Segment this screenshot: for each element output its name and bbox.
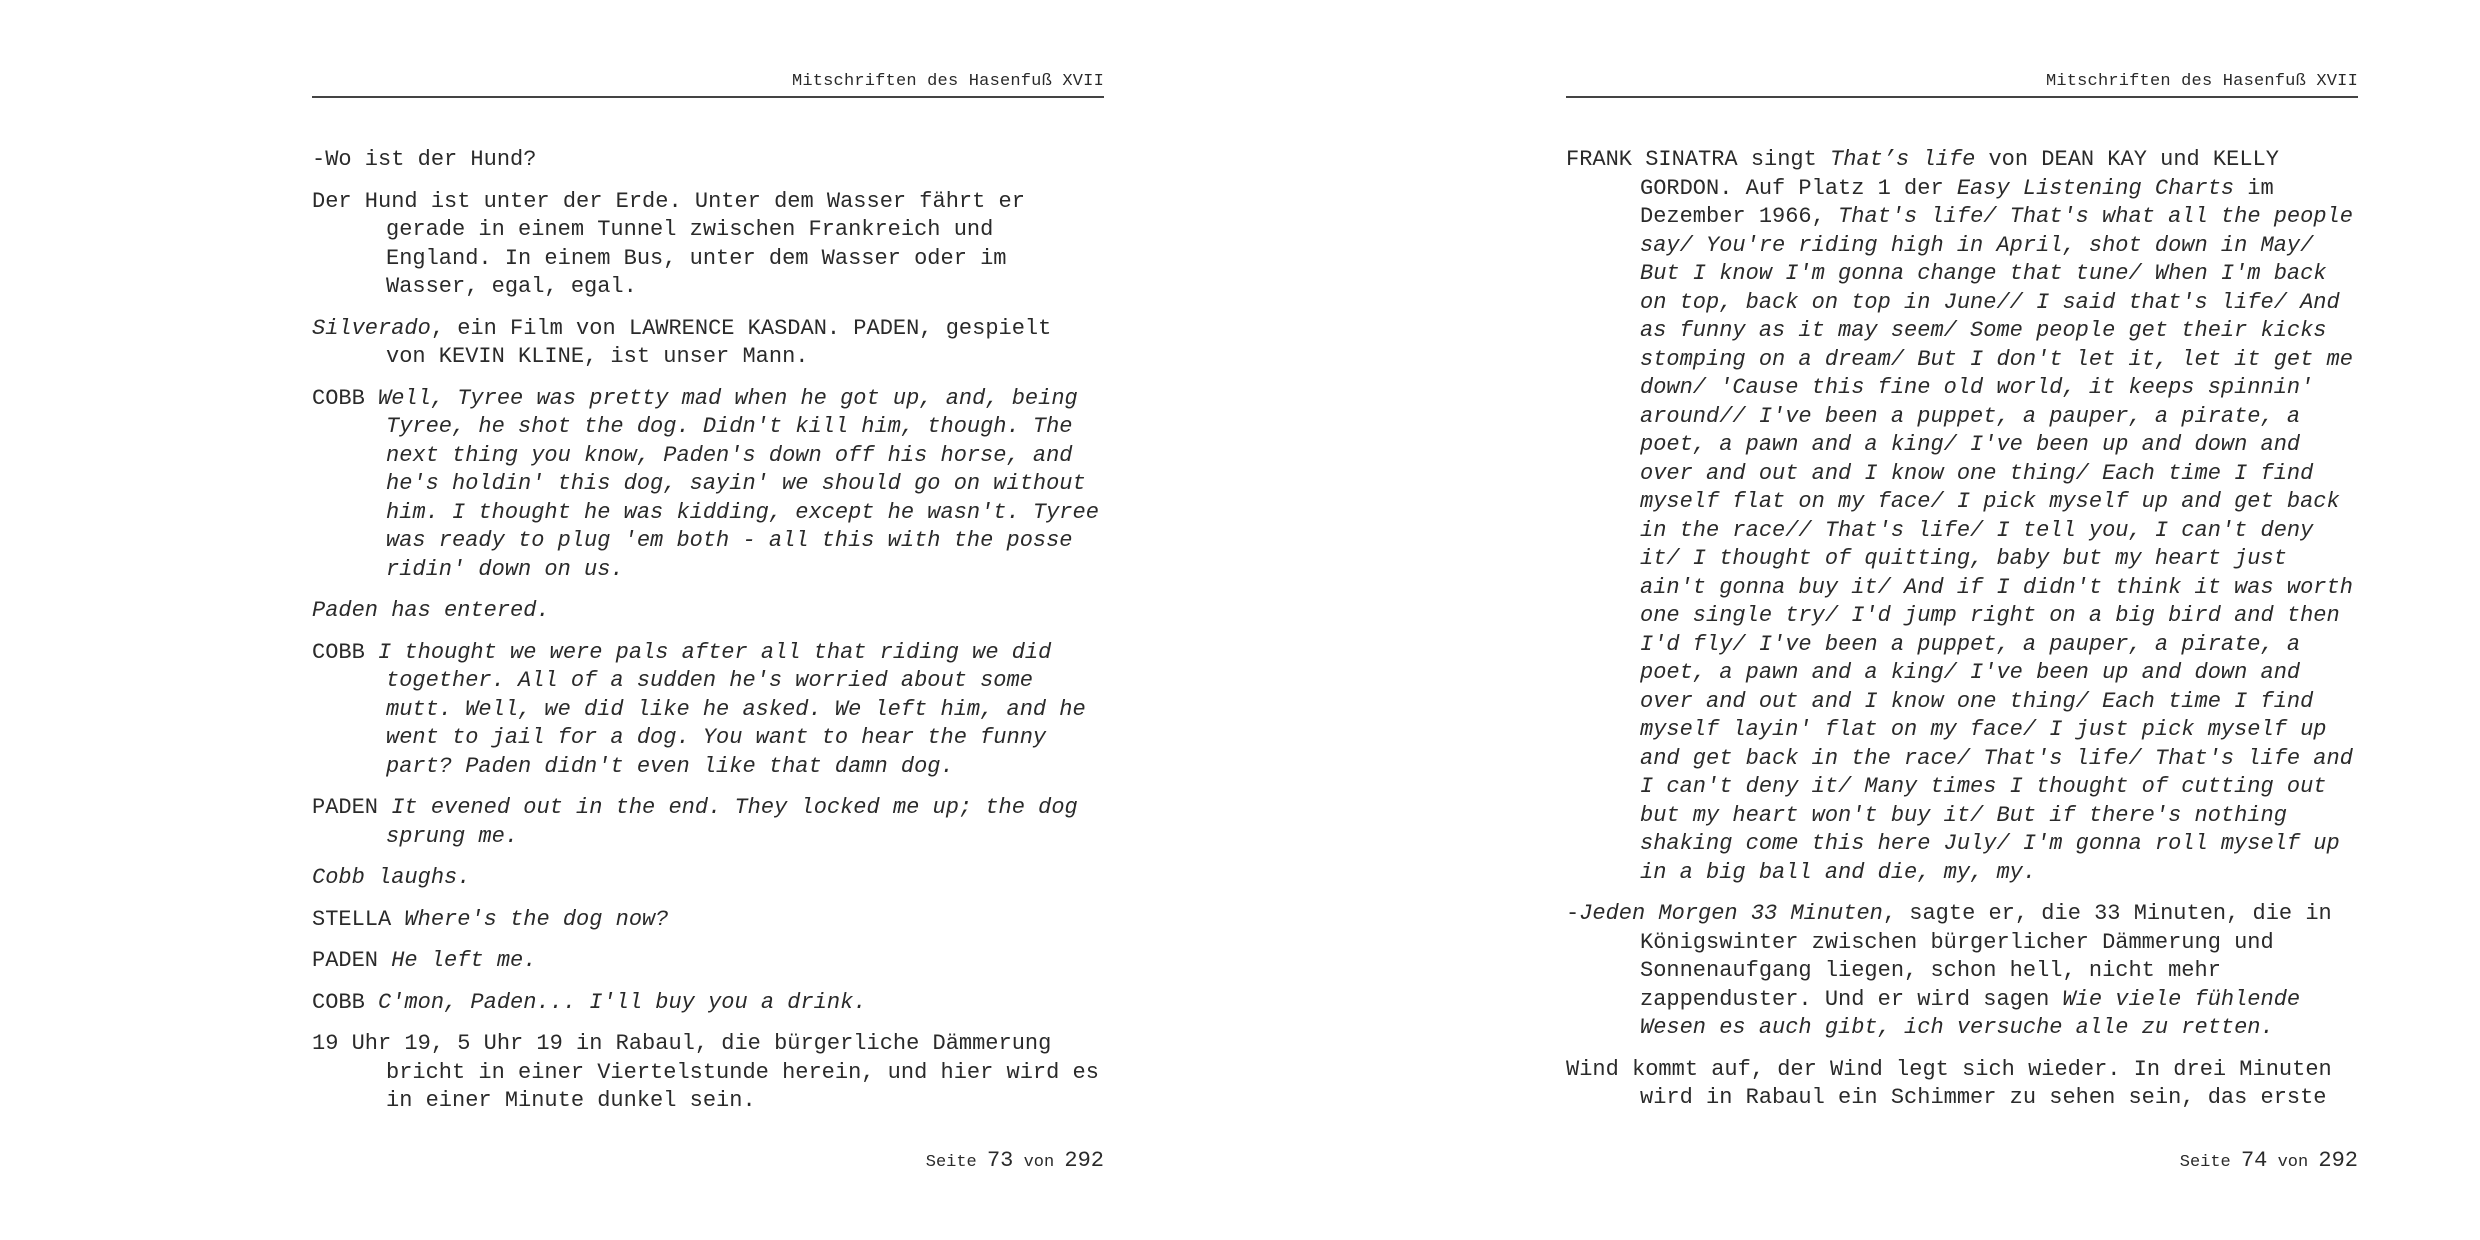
paragraph <box>1566 900 2358 1043</box>
text-run: von DEAN KAY und KELLY GORDON. Auf Platz 1 der <box>1640 147 2279 201</box>
paragraph <box>312 1030 1104 1116</box>
page-number-of: von <box>2277 1153 2309 1172</box>
paragraph <box>312 385 1104 585</box>
text-run: , sagte er, die 33 Minuten, die in Königswinter zwischen bürgerlicher Dämmerung und Sonnenaufgang liegen, schon hell, nicht mehr zappenduster. Und er wird sagen <box>1640 901 2332 1012</box>
italic-text: He left me. <box>391 948 537 973</box>
paragraph <box>1566 1056 2358 1113</box>
italic-text: C'mon, Paden... I'll buy you a drink. <box>378 989 867 1015</box>
paragraph <box>312 989 1104 1018</box>
text-run: - <box>1566 901 1580 926</box>
text-run: FRANK SINATRA singt <box>1566 147 1831 172</box>
paragraph <box>312 188 1104 302</box>
page-body <box>312 146 1104 1129</box>
text-run: Der Hund ist unter der Erde. Unter dem Wasser fährt er gerade in einem Tunnel zwischen Frankreich und England. In einem Bus, unter dem Wasser oder im Wasser, egal, egal. <box>312 188 1025 299</box>
left-page <box>312 0 1104 1240</box>
paragraph <box>312 639 1104 782</box>
text-run: -Wo ist der Hund? <box>312 147 537 172</box>
page-number-current: 73 <box>986 1148 1014 1173</box>
italic-text: It evened out in the end. They locked me up; the dog sprung me. <box>386 795 1078 849</box>
text-run: PADEN <box>312 948 392 973</box>
text-run: im Dezember 1966, <box>1640 175 2274 229</box>
italic-text: Wie viele fühlende Wesen es auch gibt, ich versuche alle zu retten. <box>1640 986 2301 1040</box>
page-number <box>2180 1148 2358 1173</box>
italic-text: That's life/ That's what all the people say/ You're riding high in April, shot down in May/ But I know I'm gonna change that tune/ When I'm back on top, back on top in June// I said that's life/ And as funny as it may seem/ Some people get their kicks stomping on a dream/ But I don't let it, let it get me down/ 'Cause this fine old world, it keeps spinnin' around// I've been a puppet, a pauper, a pirate, a poet, a pawn and a king/ I've been up and down and over and out and I know one thing/ Each time I find myself flat on my face/ I pick myself up and get back in the race// That's life/ I tell you, I can't deny it/ I thought of quitting, baby but my heart just ain't gonna buy it/ And if I didn't think it was worth one single try/ I'd jump right on a big bird and then I'd fly/ I've been a puppet, a pauper, a pirate, a poet, a pawn and a king/ I've been up and down and over and out and I know one thing/ Each time I find myself layin' flat on my face/ I just pick myself up and get back in the race/ That's life/ That's life and I can't deny it/ Many times I thought of cutting out but my heart won't buy it/ But if there's nothing shaking come this here July/ I'm gonna roll myself up in a big ball and die, my, my. <box>1640 204 2353 885</box>
running-header: Mitschriften des Hasenfuß XVII <box>791 72 1104 91</box>
italic-text: That’s life <box>1830 147 1976 172</box>
text-run: , ein Film von LAWRENCE KASDAN. PADEN, gespielt von KEVIN KLINE, ist unser Mann. <box>386 315 1052 369</box>
page-number-of: von <box>1023 1153 1055 1172</box>
paragraph <box>1566 146 2358 887</box>
paragraph <box>312 947 1104 976</box>
page-number-total: 292 <box>1064 1148 1104 1173</box>
paragraph <box>312 864 1104 893</box>
text-run: COBB <box>312 639 379 665</box>
italic-text: Paden has entered. <box>312 598 550 623</box>
italic-text: Silverado <box>312 315 431 341</box>
text-run: PADEN <box>312 795 392 820</box>
running-header: Mitschriften des Hasenfuß XVII <box>2045 72 2358 91</box>
header-rule <box>1566 96 2358 98</box>
paragraph <box>312 906 1104 935</box>
italic-text: Easy Listening Charts <box>1956 175 2235 201</box>
page-number-total: 292 <box>2318 1148 2358 1173</box>
paragraph <box>312 315 1104 372</box>
italic-text: Well, Tyree was pretty mad when he got up, and, being Tyree, he shot the dog. Didn't kill him, though. The next thing you know, Paden's down off his horse, and he's holdin' this dog, sayin' we should go on without him. I thought he was kidding, except he wasn't. Tyree was ready to plug 'em both - all this with the posse ridin' down on us. <box>378 385 1099 582</box>
italic-text: Cobb laughs. <box>312 865 471 890</box>
page-body <box>1566 146 2358 1126</box>
text-run: 19 Uhr 19, 5 Uhr 19 in Rabaul, die bürgerliche Dämmerung bricht in einer Viertelstunde herein, und hier wird es in einer Minute dunkel sein. <box>312 1031 1099 1113</box>
page-number <box>926 1148 1104 1173</box>
text-run: COBB <box>312 385 379 411</box>
header-rule <box>312 96 1104 98</box>
paragraph <box>312 146 1104 175</box>
italic-text: I thought we were pals after all that riding we did together. All of a sudden he's worried about some mutt. Well, we did like he asked. We left him, and he went to jail for a dog. You want to hear the funny part? Paden didn't even like that damn dog. <box>378 639 1086 779</box>
text-run: STELLA <box>312 906 405 932</box>
italic-text: Where's the dog now? <box>404 906 669 932</box>
right-page <box>1566 0 2358 1240</box>
italic-text: Jeden Morgen 33 Minuten <box>1579 901 1883 926</box>
text-run: COBB <box>312 989 379 1015</box>
paragraph <box>312 794 1104 851</box>
page-number-prefix: Seite <box>2179 1153 2231 1172</box>
page-number-current: 74 <box>2240 1148 2268 1173</box>
text-run: Wind kommt auf, der Wind legt sich wieder. In drei Minuten wird in Rabaul ein Schimmer zu sehen sein, das erste <box>1566 1056 2332 1110</box>
paragraph <box>312 597 1104 626</box>
page-number-prefix: Seite <box>925 1153 977 1172</box>
